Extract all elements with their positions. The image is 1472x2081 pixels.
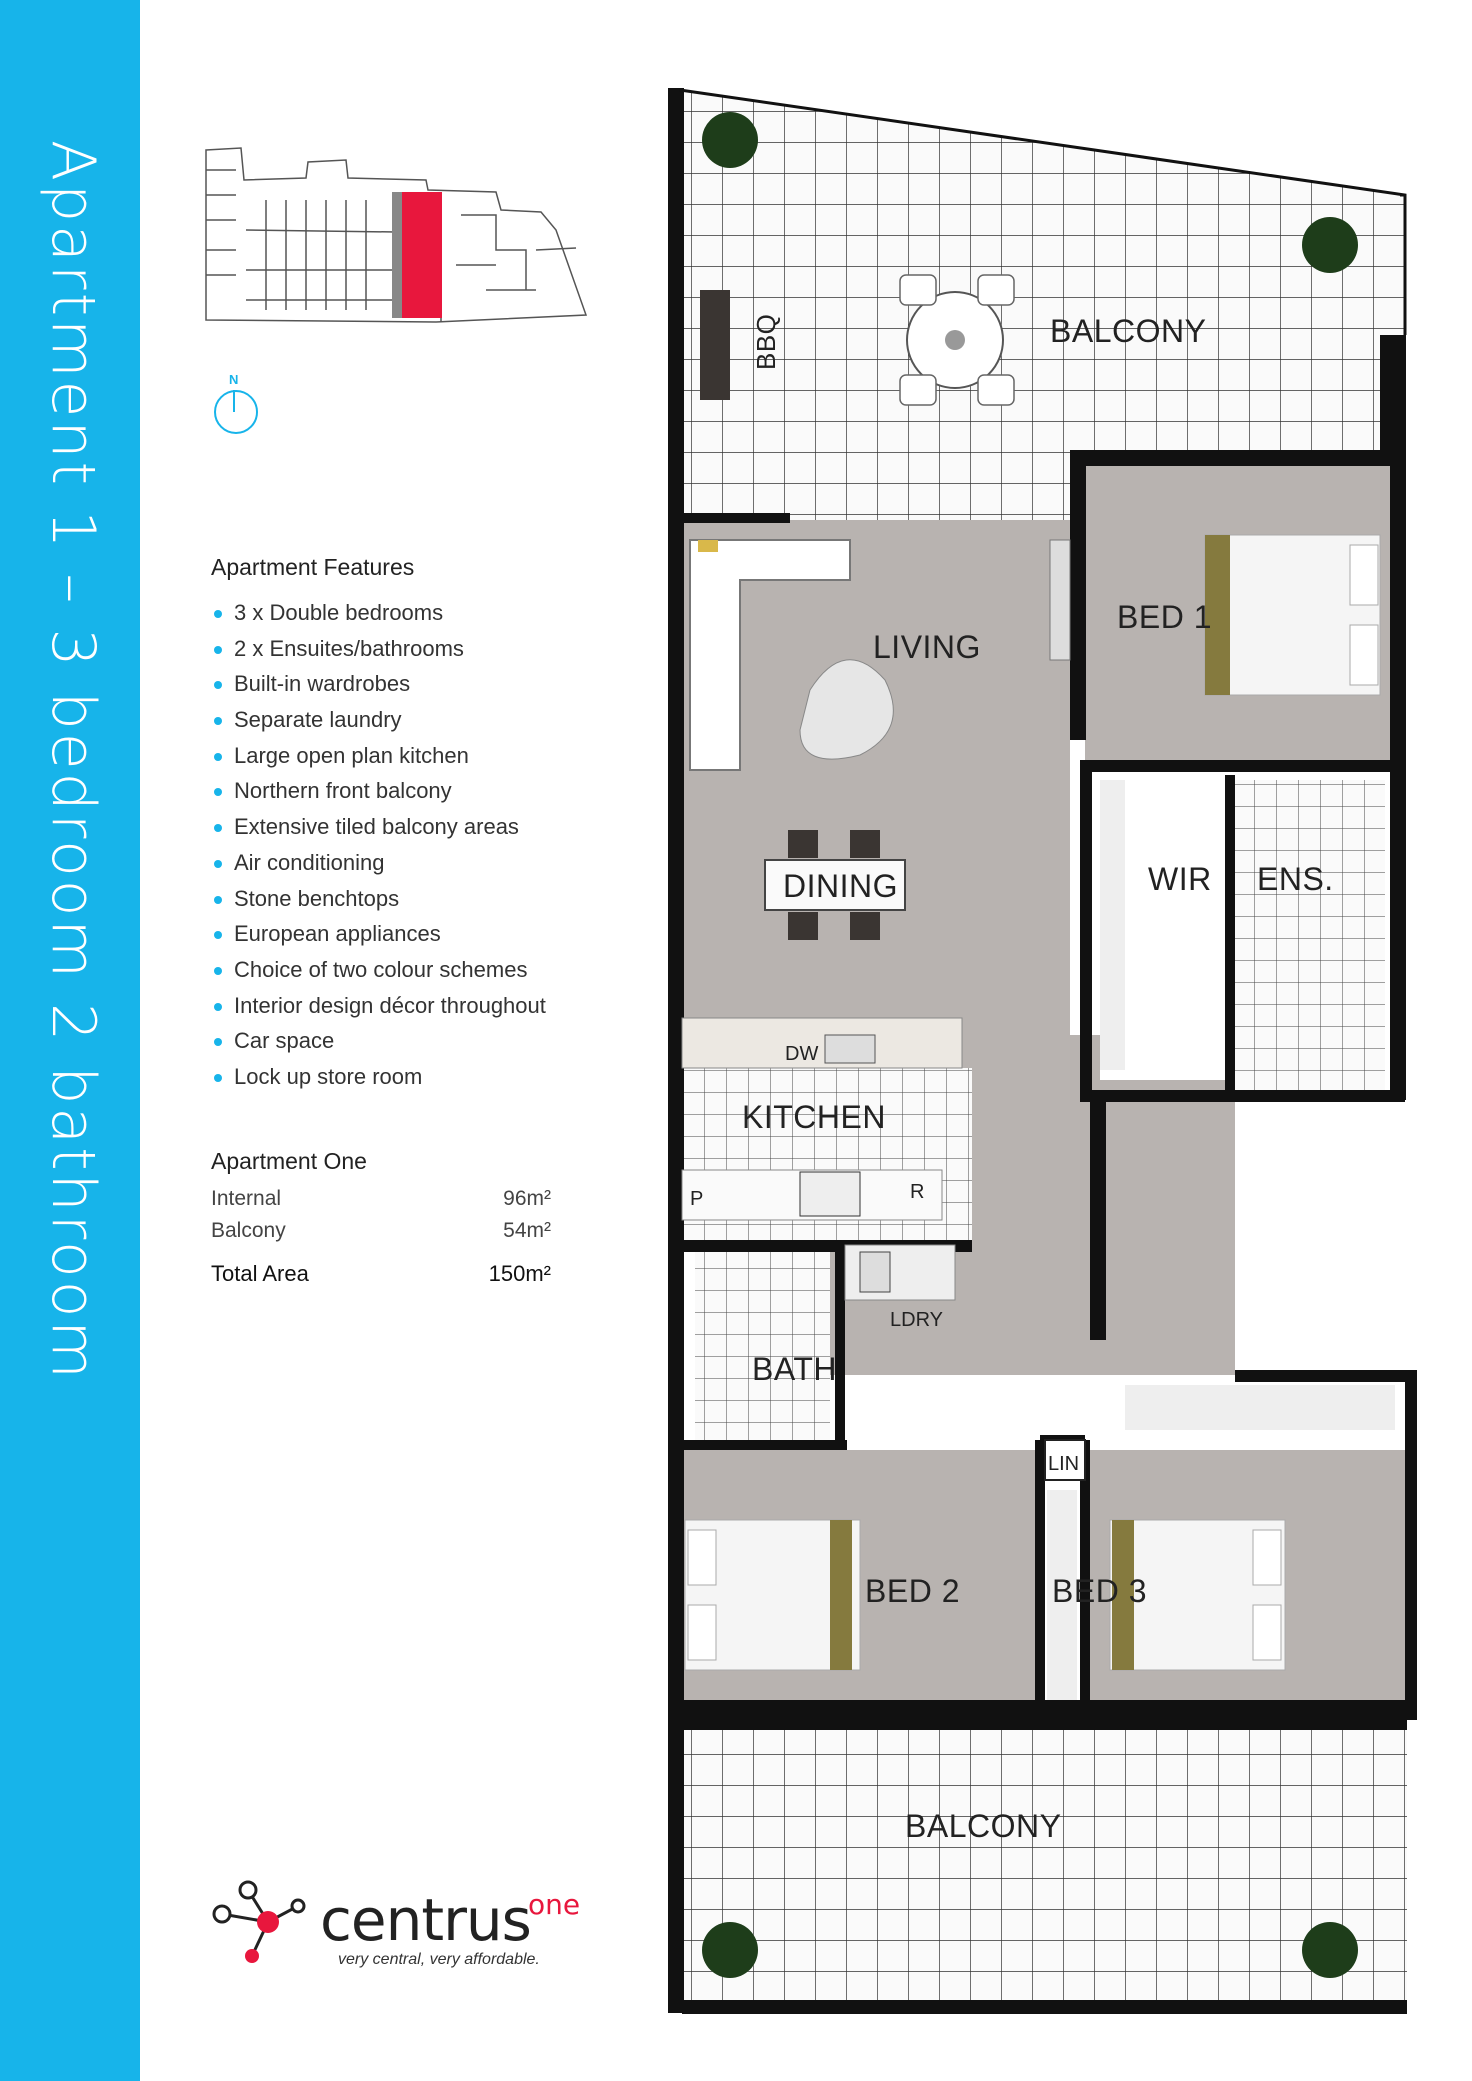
- wir-wardrobe: [1100, 780, 1125, 1070]
- feature-item: Air conditioning: [211, 845, 611, 881]
- kitchen-sink: [825, 1035, 875, 1063]
- floor-plan: [660, 80, 1420, 2020]
- plant-icon: [702, 1922, 758, 1978]
- ensuite-label: ENS.: [1257, 861, 1334, 897]
- logo-tagline: very central, very affordable.: [338, 1951, 540, 1968]
- dining-label: DINING: [783, 868, 898, 904]
- area-row-total: Total Area 150m²: [211, 1261, 551, 1286]
- bed1-label: BED 1: [1117, 599, 1212, 635]
- highlighted-apartment: [402, 192, 442, 318]
- laundry-label: LDRY: [890, 1309, 943, 1331]
- feature-item: Extensive tiled balcony areas: [211, 809, 611, 845]
- logo-molecule-icon: [208, 1876, 318, 1966]
- pantry-label: P: [690, 1188, 704, 1210]
- feature-item: Separate laundry: [211, 702, 611, 738]
- sidebar: [0, 0, 140, 2081]
- linen-label: LIN: [1048, 1453, 1080, 1475]
- area-row-balcony: Balcony 54m²: [211, 1219, 551, 1242]
- logo-suffix: one: [528, 1888, 581, 1921]
- bed1-bed: [1205, 535, 1380, 695]
- logo-wordmark: centrus: [320, 1886, 531, 1954]
- bath-tiles: [695, 1245, 830, 1445]
- bbq-label: BBQ: [751, 313, 781, 370]
- compass-north-label: N: [229, 372, 239, 387]
- tv-unit: [1050, 540, 1070, 660]
- balcony-bottom-label: BALCONY: [905, 1808, 1062, 1844]
- bed3-wardrobe: [1125, 1385, 1395, 1430]
- feature-item: 2 x Ensuites/bathrooms: [211, 631, 611, 667]
- balcony-bottom-tiles: [682, 1730, 1407, 2010]
- features-heading: Apartment Features: [211, 554, 415, 580]
- laundry-tub: [860, 1252, 890, 1292]
- feature-item: Built-in wardrobes: [211, 666, 611, 702]
- centrus-logo: [208, 1876, 608, 1966]
- feature-item: Interior design décor throughout: [211, 988, 611, 1024]
- dishwasher-label: DW: [785, 1043, 819, 1065]
- feature-item: Northern front balcony: [211, 773, 611, 809]
- feature-item: Large open plan kitchen: [211, 738, 611, 774]
- kitchen-label: KITCHEN: [742, 1099, 886, 1135]
- feature-item: European appliances: [211, 916, 611, 952]
- feature-item: Choice of two colour schemes: [211, 952, 611, 988]
- features-list: [211, 595, 611, 1095]
- bed3-label: BED 3: [1052, 1573, 1147, 1609]
- bath-label: BATH: [752, 1351, 837, 1387]
- bbq-unit: [700, 290, 730, 400]
- compass-icon: [212, 372, 262, 442]
- plant-icon: [1302, 217, 1358, 273]
- bed2-bed: [685, 1520, 860, 1670]
- area-summary: [211, 1148, 551, 1287]
- plant-icon: [702, 112, 758, 168]
- area-row-internal: Internal 96m²: [211, 1187, 551, 1210]
- feature-item: Stone benchtops: [211, 881, 611, 917]
- living-label: LIVING: [873, 629, 981, 665]
- ensuite-tiles: [1230, 780, 1385, 1090]
- feature-item: 3 x Double bedrooms: [211, 595, 611, 631]
- bed2-label: BED 2: [865, 1573, 960, 1609]
- wir-label: WIR: [1148, 861, 1212, 897]
- area-heading: Apartment One: [211, 1148, 367, 1174]
- sidebar-title: Apartment 1 – 3 bedroom 2 bathroom: [38, 140, 108, 1382]
- feature-item: Car space: [211, 1023, 611, 1059]
- plant-icon: [1302, 1922, 1358, 1978]
- fridge-label: R: [910, 1181, 925, 1203]
- cooktop: [800, 1172, 860, 1216]
- apartment-features: [211, 554, 611, 1095]
- feature-item: Lock up store room: [211, 1059, 611, 1095]
- site-key-plan: [196, 140, 596, 330]
- balcony-top-label: BALCONY: [1050, 313, 1207, 349]
